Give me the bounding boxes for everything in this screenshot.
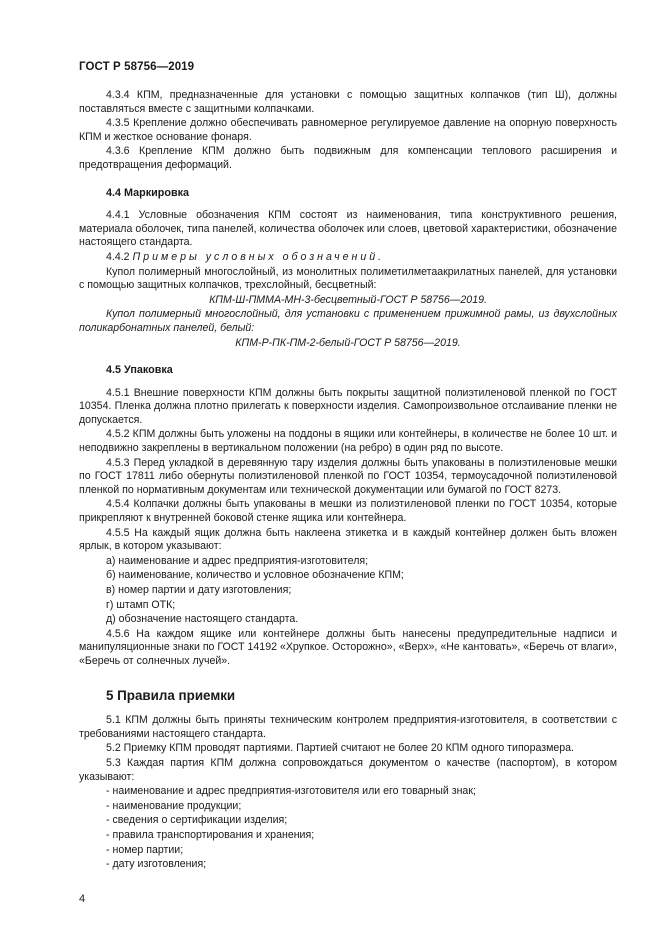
paragraph-4-3-4: 4.3.4 КПМ, предназначенные для установки с помощью защитных колпачков (тип Ш), должны поставляться вместе с защитными колпачками. — [79, 89, 617, 115]
list-item: - наименование и адрес предприятия-изготовителя или его товарный знак; — [106, 785, 476, 798]
list-item: г) штамп ОТК; — [106, 598, 176, 611]
paragraph-4-5-5: 4.5.5 На каждый ящик должна быть наклеена этикетка и в каждый контейнер должен быть вложен ярлык, в котором указывают: — [79, 526, 617, 553]
paragraph-number: 4.4.2 — [106, 250, 130, 263]
list-item: - сведения о сертификации изделия; — [106, 814, 288, 827]
passport-contents-list — [79, 785, 617, 872]
section-heading-4-4: 4.4 Маркировка — [106, 186, 190, 199]
section-heading-4-5: 4.5 Упаковка — [106, 364, 173, 377]
paragraph-4-3-5: 4.3.5 Крепление должно обеспечивать равномерное регулируемое давление на опорную поверхность КПМ и жесткое основание фонаря. — [79, 117, 617, 143]
paragraph-4-4-2 — [79, 251, 617, 265]
paragraph-4-5-4: 4.5.4 Колпачки должны быть упакованы в мешки из полиэтиленовой пленки по ГОСТ 10354, которые прикрепляют к внутренней боковой стенке ящика или контейнера. — [79, 498, 617, 525]
examples-title: Примеры условных обозначений. — [132, 250, 385, 263]
example-1-description: Купол полимерный многослойный, из монолитных полиметилметаакрилатных панелей, для установки с помощью защитных колпачков, трехслойный, бесцветный: — [79, 265, 617, 292]
list-item: в) номер партии и дату изготовления; — [106, 584, 292, 596]
paragraph-5-2: 5.2 Приемку КПМ проводят партиями. Партией считают не более 20 КПМ одного типоразмера. — [106, 742, 575, 755]
example-1-designation: КПМ-Ш-ПММА-МН-3-бесцветный-ГОСТ Р 58756—2019. — [209, 293, 487, 306]
paragraph-4-3-6: 4.3.6 Крепление КПМ должно быть подвижным для компенсации теплового расширения и предотвращения деформаций. — [79, 145, 617, 171]
example-2-designation: КПМ-Р-ПК-ПМ-2-белый-ГОСТ Р 58756—2019. — [235, 336, 461, 349]
list-item: - дату изготовления; — [106, 858, 207, 871]
list-item: а) наименование и адрес предприятия-изготовителя; — [106, 554, 369, 567]
list-item: - наименование продукции; — [106, 799, 242, 812]
paragraph-4-5-3: 4.5.3 Перед укладкой в деревянную тару изделия должны быть упакованы в полиэтиленовые мешки по ГОСТ 17811 либо обернуты полиэтиленовой пленкой по ГОСТ 10354, термоусадочной полиэтиленовой пленкой по нормативным документам или технической документации или бумагой по ГОСТ 8273. — [79, 456, 617, 496]
document-code: ГОСТ Р 58756—2019 — [79, 61, 195, 73]
list-item: б) наименование, количество и условное обозначение КПМ; — [106, 569, 404, 582]
paragraph-5-1: 5.1 КПМ должны быть приняты техническим контролем предприятия-изготовителя, в соответствии с требованиями настоящего стандарта. — [79, 714, 617, 740]
paragraph-4-5-1: 4.5.1 Внешние поверхности КПМ должны быть покрыты защитной полиэтиленовой пленкой по ГОСТ 10354. Пленка должна плотно прилегать к поверхности изделия. Самопроизвольное отслаивание пленки не допускается. — [79, 386, 617, 426]
section-heading-5: 5 Правила приемки — [106, 687, 236, 703]
label-contents-list — [79, 555, 617, 627]
paragraph-5-3: 5.3 Каждая партия КПМ должна сопровождаться документом о качестве (паспортом), в котором указывают: — [79, 756, 617, 783]
example-2-description: Купол полимерный многослойный, для установки с применением прижимной рамы, из двухслойных поликарбонатных панелей, белый: — [79, 308, 617, 334]
list-item: д) обозначение настоящего стандарта. — [106, 613, 299, 626]
page-body — [79, 89, 617, 873]
paragraph-4-4-1: 4.4.1 Условные обозначения КПМ состоят из наименования, типа конструктивного решения, материала оболочек, типа панелей, количества оболочек или слоев, цветовой характеристики, обозначение настоящего стандарта. — [79, 209, 617, 249]
page-number: 4 — [79, 893, 86, 905]
paragraph-4-5-2: 4.5.2 КПМ должны быть уложены на поддоны в ящики или контейнеры, в количестве не более 10 шт. и неподвижно закреплены в вертикальном положении (на ребро) в один ряд по высоте. — [79, 428, 617, 455]
list-item: - номер партии; — [106, 843, 184, 856]
list-item: - правила транспортирования и хранения; — [106, 828, 315, 841]
paragraph-4-5-6: 4.5.6 На каждом ящике или контейнере должны быть нанесены предупредительные надписи и манипуляционные знаки по ГОСТ 14192 «Хрупкое. Осторожно», «Верх», «Не кантовать», «Беречь от влаги», «Беречь от солнечных лучей». — [79, 627, 617, 667]
